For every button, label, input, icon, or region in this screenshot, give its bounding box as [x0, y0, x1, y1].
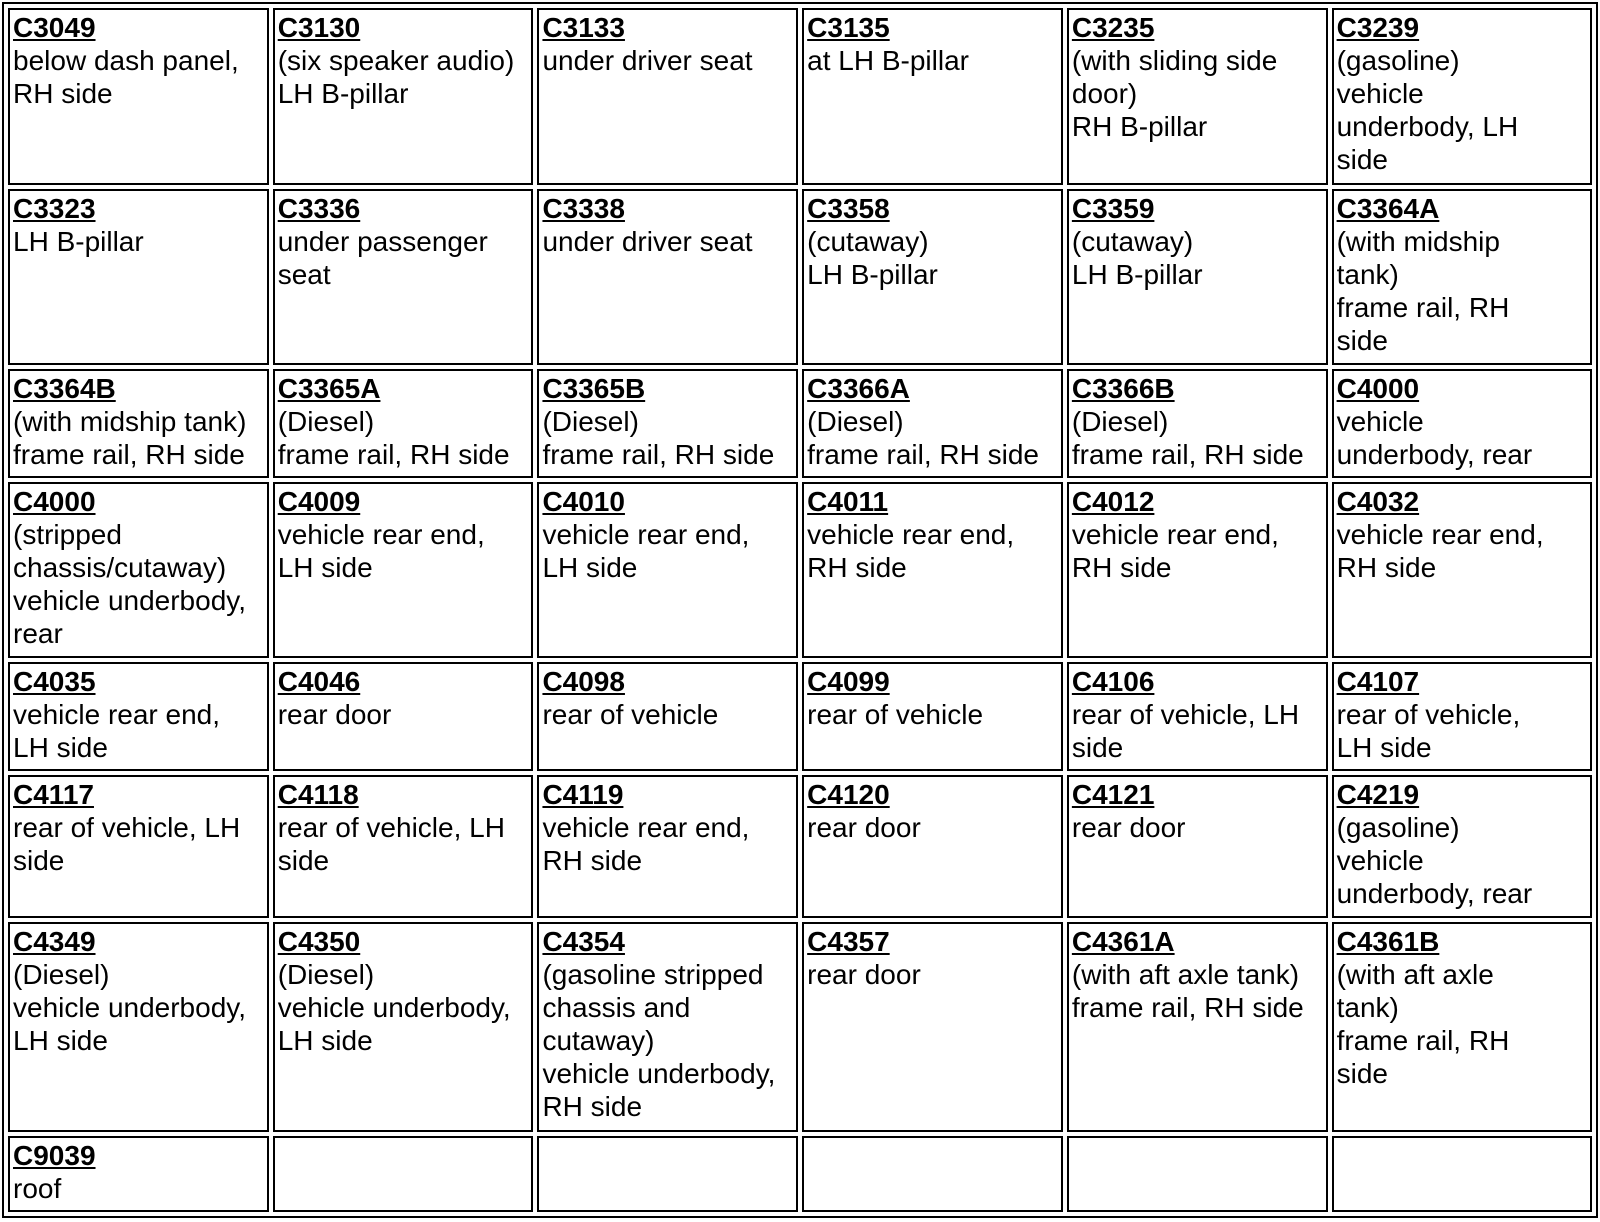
connector-location-table-frame — [2, 2, 1598, 1218]
connector-id-link[interactable]: C4118 — [277, 779, 359, 811]
connector-location: below dash panel, RH side — [13, 45, 239, 109]
connector-location: rear door — [807, 958, 921, 990]
empty-cell — [537, 1136, 798, 1212]
connector-location: vehicle rear end, RH side — [807, 518, 1015, 583]
connector-location: (with aft axle tank) frame rail, RH side — [1071, 958, 1304, 1023]
connector-cell — [802, 775, 1063, 918]
connector-id-link[interactable]: C4000 — [13, 485, 96, 517]
connector-location: rear door — [277, 699, 392, 731]
connector-id-link[interactable]: C3366A — [807, 373, 910, 404]
connector-id-link[interactable]: C4361B — [1336, 925, 1440, 957]
connector-cell — [537, 369, 798, 478]
connector-cell — [273, 8, 534, 185]
connector-cell — [273, 922, 534, 1132]
connector-location: (Diesel) frame rail, RH side — [807, 406, 1039, 470]
connector-cell — [802, 662, 1063, 771]
connector-id-link[interactable]: C4354 — [542, 925, 625, 957]
connector-location: under driver seat — [542, 45, 753, 76]
connector-location: vehicle rear end, RH side — [1071, 518, 1279, 583]
connector-id-link[interactable]: C3359 — [1071, 192, 1155, 224]
connector-id-link[interactable]: C4010 — [542, 485, 625, 517]
connector-location: rear of vehicle — [807, 699, 984, 731]
connector-location: (six speaker audio) LH B-pillar — [277, 45, 515, 109]
connector-cell — [1332, 775, 1592, 918]
connector-cell — [273, 369, 534, 478]
connector-location: rear of vehicle, LH side — [1071, 699, 1300, 764]
empty-cell — [273, 1136, 534, 1212]
connector-id-link[interactable]: C4032 — [1336, 485, 1420, 517]
connector-cell — [1067, 775, 1328, 918]
connector-id-link[interactable]: C4357 — [807, 925, 890, 957]
connector-id-link[interactable]: C4000 — [1336, 373, 1420, 404]
table-row — [8, 922, 1592, 1132]
connector-id-link[interactable]: C4106 — [1071, 666, 1155, 698]
connector-id-link[interactable]: C4012 — [1071, 485, 1155, 517]
connector-id-link[interactable]: C3364B — [13, 373, 116, 404]
connector-id-link[interactable]: C3358 — [807, 192, 890, 224]
connector-id-link[interactable]: C3336 — [277, 192, 361, 224]
connector-location: vehicle rear end, LH side — [542, 518, 750, 583]
connector-cell — [1067, 482, 1328, 659]
connector-cell — [8, 8, 269, 185]
connector-id-link[interactable]: C4219 — [1336, 779, 1420, 811]
connector-cell — [1332, 189, 1592, 366]
table-row — [8, 662, 1592, 771]
connector-cell — [8, 775, 269, 918]
connector-location: (cutaway) LH B-pillar — [807, 225, 938, 290]
connector-location: rear of vehicle, LH side — [1336, 699, 1521, 764]
connector-location: vehicle rear end, LH side — [13, 699, 221, 764]
table-row — [8, 775, 1592, 918]
table-row — [8, 1136, 1592, 1212]
connector-location: vehicle underbody, rear — [1336, 406, 1533, 470]
empty-cell — [802, 1136, 1063, 1212]
connector-location: (cutaway) LH B-pillar — [1071, 225, 1203, 290]
connector-location: rear of vehicle, LH side — [13, 812, 241, 877]
connector-cell — [802, 189, 1063, 366]
empty-cell — [1332, 1136, 1592, 1212]
connector-cell — [1332, 369, 1592, 478]
connector-location: (Diesel) vehicle underbody, LH side — [277, 958, 511, 1056]
connector-cell — [8, 482, 269, 659]
empty-cell — [1067, 1136, 1328, 1212]
connector-location: at LH B-pillar — [807, 45, 969, 76]
connector-cell — [273, 775, 534, 918]
connector-id-link[interactable]: C4011 — [807, 485, 889, 517]
connector-cell — [537, 922, 798, 1132]
connector-id-link[interactable]: C3364A — [1336, 192, 1440, 224]
connector-location-table — [4, 4, 1596, 1216]
connector-location: vehicle rear end, RH side — [1336, 518, 1544, 583]
connector-location: rear of vehicle — [542, 699, 719, 731]
connector-location: (stripped chassis/cutaway) vehicle underbody, rear — [13, 518, 246, 649]
table-row — [8, 8, 1592, 185]
connector-id-link[interactable]: C4046 — [277, 666, 361, 698]
connector-cell — [1332, 8, 1592, 185]
connector-location: under driver seat — [542, 225, 753, 257]
connector-cell — [802, 482, 1063, 659]
connector-cell — [802, 8, 1063, 185]
connector-id-link[interactable]: C3365B — [542, 373, 646, 404]
connector-id-link[interactable]: C3323 — [13, 192, 96, 224]
connector-location: (gasoline stripped chassis and cutaway) vehicle underbody, RH side — [542, 958, 776, 1122]
connector-location: (with sliding side door) RH B-pillar — [1071, 45, 1278, 142]
connector-id-link[interactable]: C3235 — [1071, 12, 1155, 43]
connector-cell — [1332, 662, 1592, 771]
connector-cell — [8, 922, 269, 1132]
connector-id-link[interactable]: C3239 — [1336, 12, 1420, 43]
connector-id-link[interactable]: C3366B — [1071, 373, 1175, 404]
connector-cell — [1332, 482, 1592, 659]
connector-location: rear door — [807, 812, 921, 844]
connector-id-link[interactable]: C9039 — [13, 1140, 96, 1172]
connector-location: (Diesel) vehicle underbody, LH side — [13, 958, 246, 1056]
table-row — [8, 369, 1592, 478]
connector-cell — [537, 775, 798, 918]
connector-id-link[interactable]: C4121 — [1071, 779, 1155, 811]
connector-cell — [537, 662, 798, 771]
connector-cell — [537, 189, 798, 366]
connector-cell — [8, 189, 269, 366]
connector-location: vehicle rear end, RH side — [542, 812, 750, 877]
connector-location: (gasoline) vehicle underbody, LH side — [1336, 45, 1519, 175]
connector-location: LH B-pillar — [13, 225, 144, 257]
connector-id-link[interactable]: C4349 — [13, 925, 96, 957]
connector-cell — [1332, 922, 1592, 1132]
connector-id-link[interactable]: C4350 — [277, 925, 361, 957]
connector-cell — [1067, 662, 1328, 771]
connector-cell — [1067, 8, 1328, 185]
connector-cell — [1067, 189, 1328, 366]
connector-location: (with midship tank) frame rail, RH side — [1336, 225, 1510, 356]
connector-location: under passenger seat — [277, 225, 488, 290]
connector-id-link[interactable]: C4107 — [1336, 666, 1420, 698]
connector-id-link[interactable]: C3135 — [807, 12, 890, 43]
connector-id-link[interactable]: C4117 — [13, 779, 94, 811]
connector-cell — [273, 482, 534, 659]
connector-location: (Diesel) frame rail, RH side — [542, 406, 775, 470]
connector-cell — [273, 662, 534, 771]
connector-id-link[interactable]: C4098 — [542, 666, 625, 698]
connector-cell — [8, 662, 269, 771]
connector-cell — [273, 189, 534, 366]
connector-id-link[interactable]: C3049 — [13, 12, 96, 43]
connector-location: (with midship tank) frame rail, RH side — [13, 406, 247, 470]
connector-id-link[interactable]: C4120 — [807, 779, 890, 811]
connector-id-link[interactable]: C4119 — [542, 779, 624, 811]
connector-id-link[interactable]: C4361A — [1071, 925, 1175, 957]
connector-cell — [8, 1136, 269, 1212]
connector-location: vehicle rear end, LH side — [277, 518, 485, 583]
connector-id-link[interactable]: C3130 — [277, 12, 361, 43]
connector-location: (gasoline) vehicle underbody, rear — [1336, 812, 1533, 910]
connector-location: rear door — [1071, 812, 1186, 844]
connector-id-link[interactable]: C3338 — [542, 192, 625, 224]
connector-location: (Diesel) frame rail, RH side — [1071, 406, 1304, 470]
connector-id-link[interactable]: C4099 — [807, 666, 890, 698]
connector-cell — [537, 8, 798, 185]
connector-id-link[interactable]: C3133 — [542, 12, 625, 43]
table-row — [8, 189, 1592, 366]
connector-cell — [537, 482, 798, 659]
connector-cell — [1067, 922, 1328, 1132]
connector-cell — [1067, 369, 1328, 478]
connector-cell — [802, 369, 1063, 478]
connector-location: rear of vehicle, LH side — [277, 812, 505, 877]
connector-id-link[interactable]: C4009 — [277, 485, 361, 517]
connector-id-link[interactable]: C4035 — [13, 666, 96, 698]
connector-id-link[interactable]: C3365A — [277, 373, 381, 404]
table-row — [8, 482, 1592, 659]
connector-cell — [802, 922, 1063, 1132]
connector-location: (Diesel) frame rail, RH side — [277, 406, 510, 470]
connector-location: roof — [13, 1173, 62, 1205]
connector-cell — [8, 369, 269, 478]
connector-location: (with aft axle tank) frame rail, RH side — [1336, 958, 1510, 1089]
